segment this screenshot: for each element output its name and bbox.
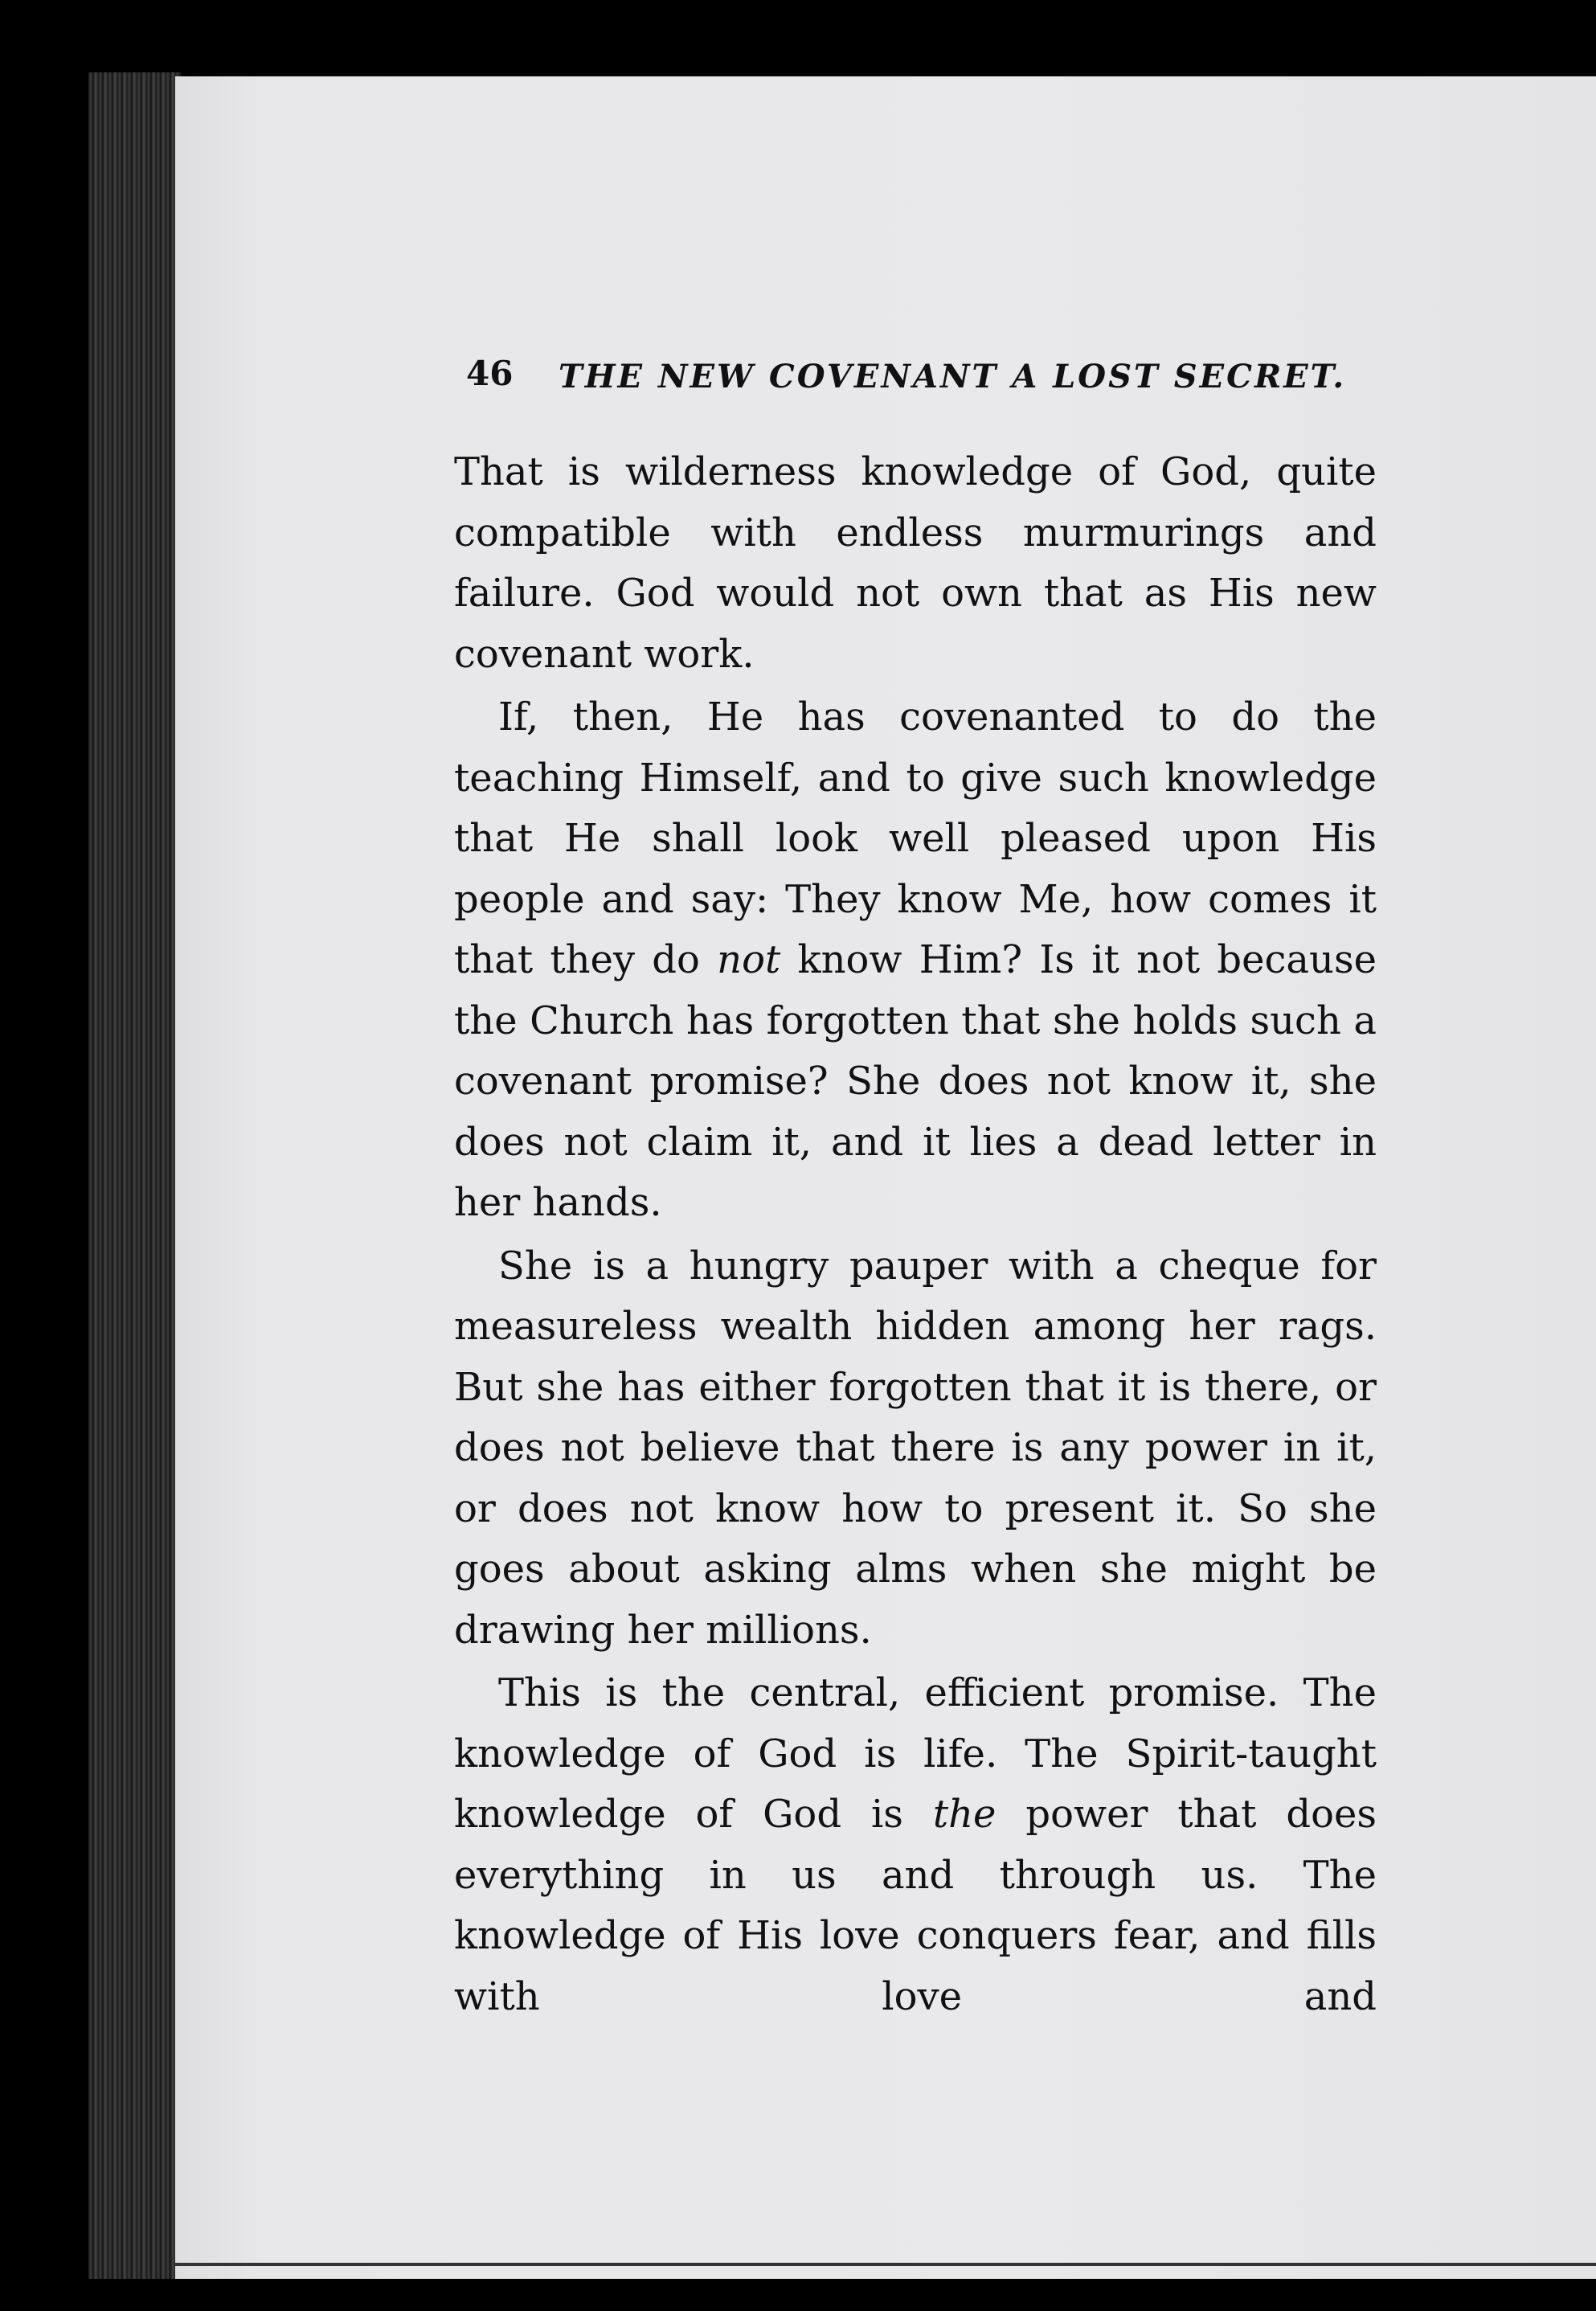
paragraph-4-text-a: This is the central, efficient promise. The knowledge of God is life. The Spirit-taught knowledge of God is <box>454 1670 1377 1837</box>
paragraph-4-text-b: power that does everything in us and through us. The knowledge of His love conquers fear, and fills with love and <box>454 1792 1377 2019</box>
book-binding-edge <box>88 72 181 2279</box>
paragraph-3: She is a hungry pauper with a cheque for measureless wealth hidden among her rags. But she has either forgotten that it is there, or does not believe that there is any power in it, or does not know how to present it. So she goes about asking alms when she might be drawing her millions. <box>454 1243 1377 1653</box>
running-head-title: THE NEW COVENANT A LOST SECRET. <box>559 358 1347 395</box>
paragraph-2 <box>454 687 1377 1234</box>
paragraph-2-emphasis: not <box>717 937 781 982</box>
page-number: 46 <box>466 354 514 393</box>
paragraph-4 <box>454 1663 1377 2027</box>
paragraph-2-text-a: If, then, He has covenanted to do the teaching Himself, and to give such knowledge that He shall look well pleased upon His people and say: They know Me, how comes it that they do <box>454 695 1377 982</box>
paragraph-1: That is wilderness knowledge of God, quite compatible with endless murmurings and failure. God would not own that as His new covenant work. <box>454 449 1377 677</box>
paragraph-2-text-b: know Him? Is it not because the Church has forgotten that she holds such a covenant promise? She does not know it, she does not claim it, and it lies a dead letter in her hands. <box>454 937 1377 1225</box>
page-bottom-edge <box>175 2263 1596 2266</box>
paragraph-4-emphasis: the <box>932 1792 996 1837</box>
running-head <box>466 354 1390 418</box>
body-text <box>454 442 1377 2030</box>
